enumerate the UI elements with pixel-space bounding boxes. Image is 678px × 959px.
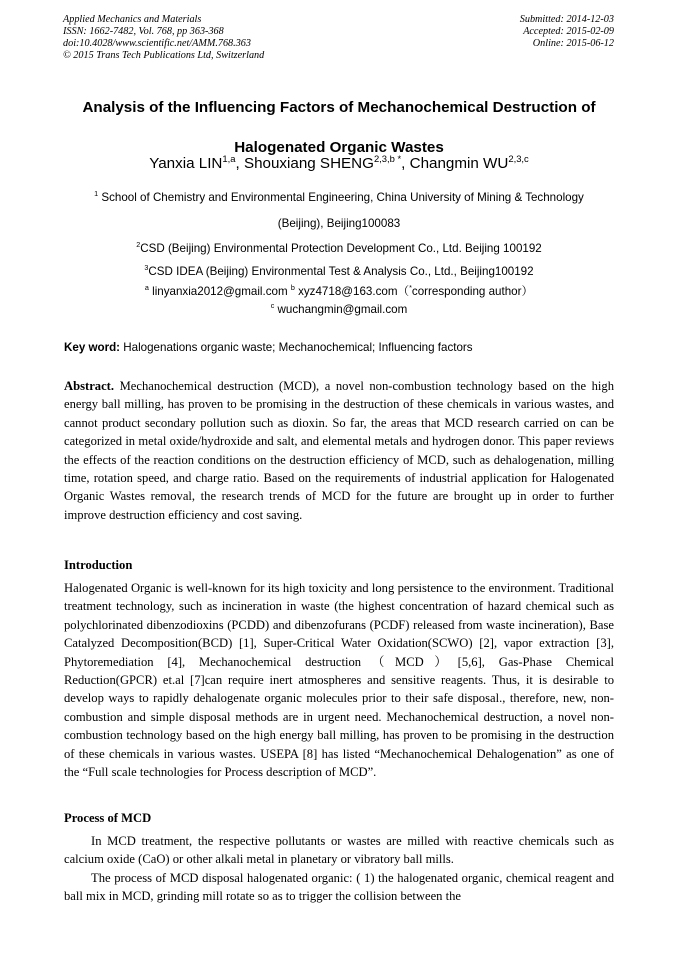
affiliation-text: School of Chemistry and Environmental Engineering, China University of Mining & Technology: [98, 191, 584, 204]
email-sup: c: [270, 301, 275, 311]
author-name: Yanxia LIN: [149, 155, 223, 172]
author-separator: ,: [401, 155, 410, 172]
section-heading-process: Process of MCD: [64, 811, 152, 825]
process-paragraph-1: In MCD treatment, the respective pollutants or wastes are milled with reactive chemicals such as calcium oxide (CaO) or other alkali metal in planetary or vibratory ball mills.: [64, 834, 614, 867]
abstract: [64, 377, 614, 524]
email-sup: b: [290, 283, 295, 293]
affiliation-sup: 2: [136, 240, 141, 250]
journal-issn: ISSN: 1662-7482, Vol. 768, pp 363-368: [63, 26, 224, 37]
journal-copyright: © 2015 Trans Tech Publications Ltd, Switzerland: [63, 50, 265, 61]
affiliation-2: [40, 239, 638, 259]
affiliation-sup: 3: [144, 263, 149, 273]
title-line-2: Halogenated Organic Wastes: [234, 139, 444, 156]
journal-info: [63, 14, 264, 62]
keywords-label: Key word:: [64, 341, 121, 354]
affiliation-1: [40, 185, 638, 237]
email-address: wuchangmin@gmail.com: [274, 303, 408, 316]
introduction-paragraph: Halogenated Organic is well-known for its high toxicity and long persistence to the environment. Traditional treatment technology, such as incineration in waste (the highest concentration of hazard chemical such as polychlorinated dibenzodioxins (PCDD) and dibenzofurans (PCDF) released from waste incineration), Base Catalyzed Decomposition(BCD) [1], Super-Critical Water Oxidation(SCWO) [2], vapor extraction [3], Phytoremediation [4], Mechanochemical destruction（MCD）[5,6], Gas-Phase Chemical Reduction(GPCR) et.al [7]can require inert atmospheres and sensitive reagents. Thus, it is desirable to develop ways to rapidly dehalogenate organic molecules prior to their safe disposal., therefore, new, non-combustion and simple disposal methods are in urgent need. Mechanochemical destruction, a novel non-combustion technology based on the high energy ball milling, has proven to be promising in the destruction of these chemicals in various wastes. USEPA [8] has listed “Mechanochemical Dehalogenation” as one of the “Full scale technologies for Process description of MCD”.: [64, 581, 614, 780]
process-section: [64, 832, 614, 906]
online-date: Online: 2015-06-12: [532, 38, 614, 49]
corresponding-note: corresponding author）: [411, 285, 534, 298]
author-list: [40, 154, 638, 174]
process-paragraph-2: The process of MCD disposal halogenated organic: ( 1) the halogenated organic, chemical reagent and ball mix in MCD, grinding mill rotate so as to trigger the collision between the: [64, 870, 614, 904]
affiliation-3: [40, 262, 638, 282]
email-address: linyanxia2012@gmail.com: [148, 285, 291, 298]
author-name: Changmin WU: [409, 155, 509, 172]
author-name: Shouxiang SHENG: [243, 155, 374, 172]
email-line: [40, 282, 638, 302]
email-line: [40, 300, 638, 320]
affiliation-sup: 1: [94, 189, 99, 199]
abstract-text: Mechanochemical destruction (MCD), a novel non-combustion technology based on the high energy ball milling, has proven to be promising in the destruction of these chemicals in various wastes, and cannot product secondary pollution such as dioxin. So far, the areas that MCD research carried on can be categorized in metal oxide/hydroxide and salt, and elemental metals and hydrogen donor. This paper reviews the effects of the reaction conditions on the destruction efficiency of MCD, such as dehalogenation, milling time, rotation speed, and charge ratio. Based on the requirements of industrial application for Halogenated Organic Wastes removal, the research trends of MCD for the future are brought up in order to further improve destruction efficiency and cost saving.: [64, 379, 614, 522]
section-heading-introduction: Introduction: [64, 558, 133, 572]
author-affil-sup: 1,a: [222, 152, 236, 164]
affiliation-text: CSD IDEA (Beijing) Environmental Test & Analysis Co., Ltd., Beijing100192: [148, 265, 534, 278]
submitted-date: Submitted: 2014-12-03: [519, 14, 614, 25]
title-line-1: Analysis of the Influencing Factors of Mechanochemical Destruction of: [82, 99, 596, 116]
corresponding-star: *: [409, 283, 412, 293]
accepted-date: Accepted: 2015-02-09: [523, 26, 614, 37]
journal-doi: doi:10.4028/www.scientific.net/AMM.768.363: [63, 38, 251, 49]
submission-dates: [520, 14, 614, 50]
author-separator: ,: [235, 155, 244, 172]
abstract-label: Abstract.: [64, 379, 115, 393]
journal-name: Applied Mechanics and Materials: [63, 14, 202, 25]
affiliation-text: (Beijing), Beijing100083: [277, 217, 401, 230]
author-affil-sup: 2,3,c: [508, 152, 529, 164]
email-address: xyz4718@163.com（: [294, 285, 410, 298]
keywords-text: Halogenations organic waste; Mechanochemical; Influencing factors: [120, 341, 473, 354]
keywords: [64, 339, 614, 357]
author-affil-sup: 2,3,b *: [373, 152, 402, 164]
affiliation-text: CSD (Beijing) Environmental Protection Development Co., Ltd. Beijing 100192: [140, 242, 542, 255]
email-sup: a: [144, 283, 149, 293]
